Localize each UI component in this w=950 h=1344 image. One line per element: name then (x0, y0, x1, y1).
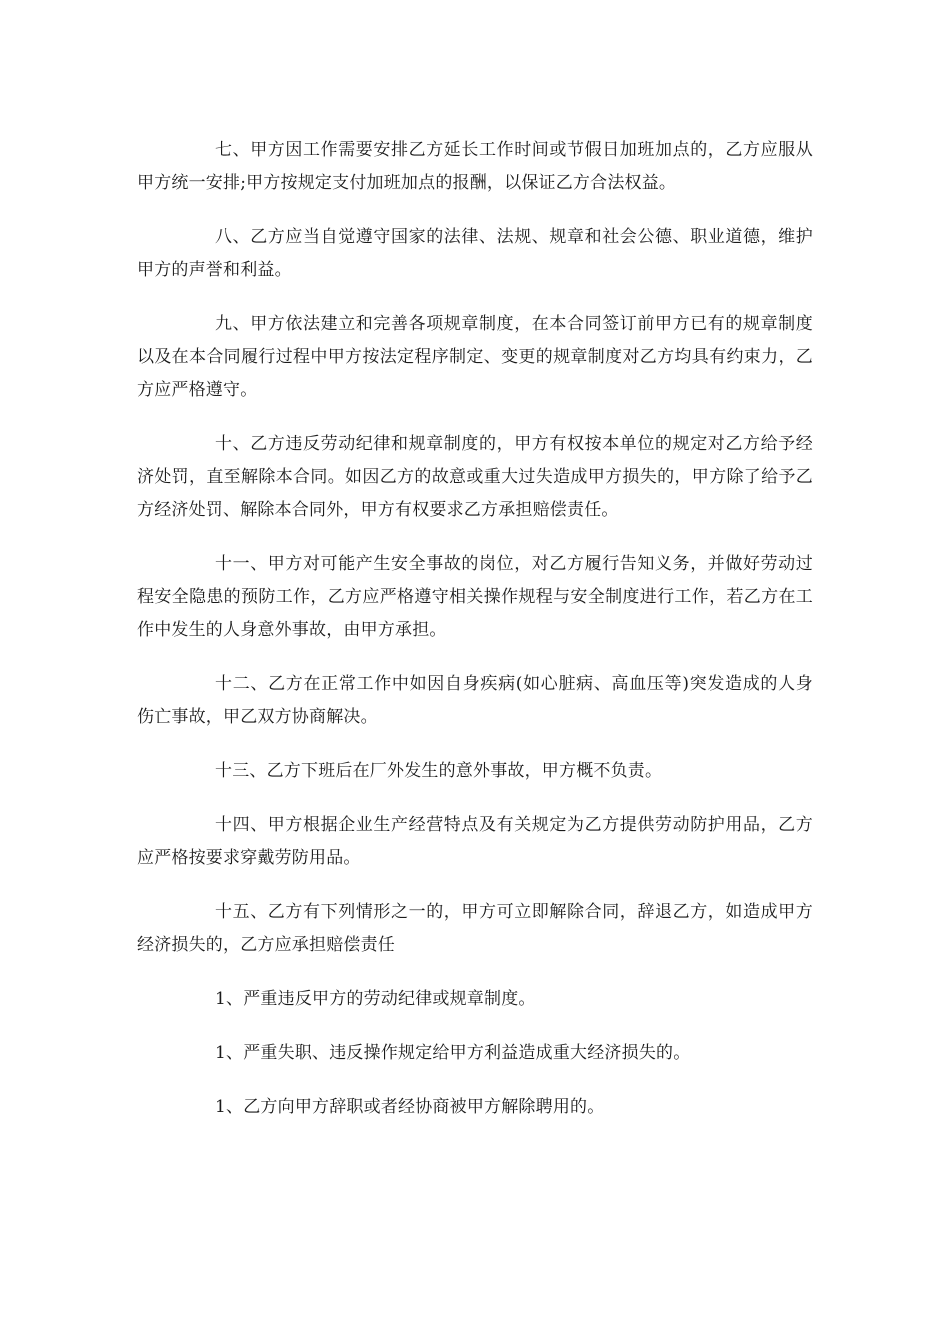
clause-14: 十四、甲方根据企业生产经营特点及有关规定为乙方提供劳动防护用品，乙方应严格按要求穿戴劳防用品。 (137, 815, 813, 868)
clause-10: 十、乙方违反劳动纪律和规章制度的，甲方有权按本单位的规定对乙方给予经济处罚，直至解除本合同。如因乙方的故意或重大过失造成甲方损失的，甲方除了给予乙方经济处罚、解除本合同外，甲方有权要求乙方承担赔偿责任。 (137, 434, 813, 520)
clause-8: 八、乙方应当自觉遵守国家的法律、法规、规章和社会公德、职业道德，维护甲方的声誉和利益。 (137, 227, 813, 280)
clause-9: 九、甲方依法建立和完善各项规章制度，在本合同签订前甲方已有的规章制度以及在本合同履行过程中甲方按法定程序制定、变更的规章制度对乙方均具有约束力，乙方应严格遵守。 (137, 314, 813, 400)
document-body (137, 134, 813, 1145)
clause-7: 七、甲方因工作需要安排乙方延长工作时间或节假日加班加点的，乙方应服从甲方统一安排;甲方按规定支付加班加点的报酬，以保证乙方合法权益。 (137, 140, 813, 193)
clause-12: 十二、乙方在正常工作中如因自身疾病(如心脏病、高血压等)突发造成的人身伤亡事故，甲乙双方协商解决。 (137, 674, 813, 727)
clause-15-item-1: 1、严重违反甲方的劳动纪律或规章制度。 (215, 989, 536, 1009)
clause-15-item-3: 1、乙方向甲方辞职或者经协商被甲方解除聘用的。 (215, 1097, 605, 1117)
clause-15-item-2: 1、严重失职、违反操作规定给甲方利益造成重大经济损失的。 (215, 1043, 691, 1063)
clause-13: 十三、乙方下班后在厂外发生的意外事故，甲方概不负责。 (215, 761, 663, 781)
clause-15: 十五、乙方有下列情形之一的，甲方可立即解除合同，辞退乙方，如造成甲方经济损失的，乙方应承担赔偿责任 (137, 902, 813, 955)
clause-11: 十一、甲方对可能产生安全事故的岗位，对乙方履行告知义务，并做好劳动过程安全隐患的预防工作，乙方应严格遵守相关操作规程与安全制度进行工作，若乙方在工作中发生的人身意外事故，由甲方承担。 (137, 554, 813, 640)
